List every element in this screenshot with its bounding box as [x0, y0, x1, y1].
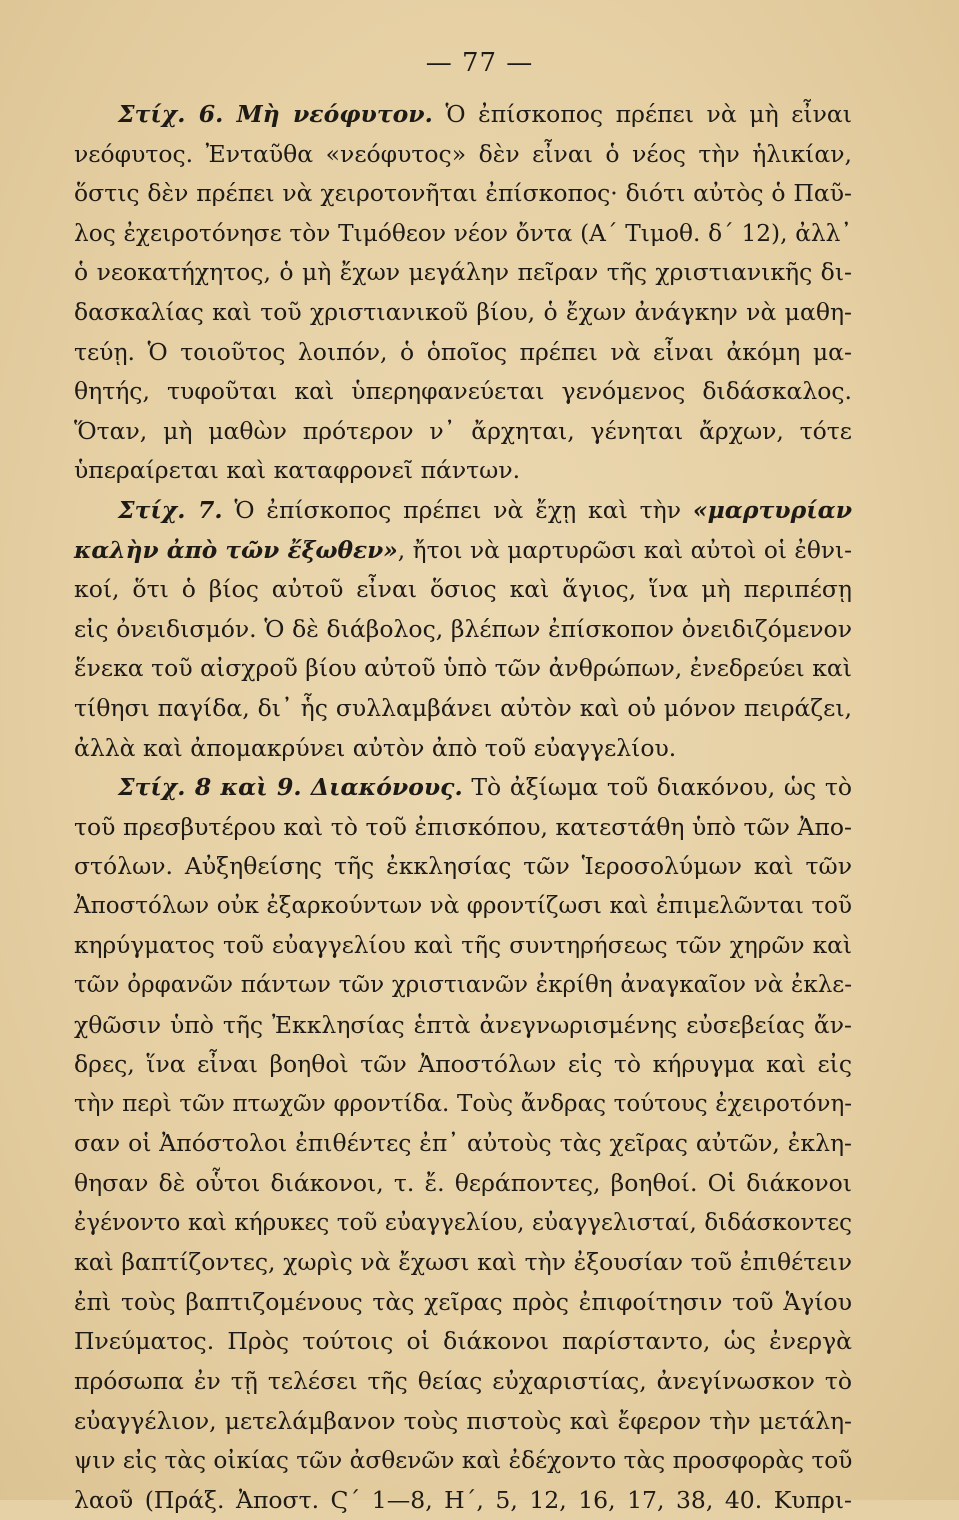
text-line: [74, 808, 852, 848]
text-run: Ἀποστόλων οὐκ ἐξαρκούντων νὰ φροντίζωσι καὶ ἐπιμελῶνται τοῦ: [74, 892, 852, 919]
text-line: [74, 570, 852, 610]
text-line: [74, 1124, 852, 1164]
text-line: [74, 768, 852, 808]
text-run: τοῦ πρεσβυτέρου καὶ τὸ τοῦ ἐπισκόπου, κατεστάθη ὑπὸ τῶν Ἀπο-: [74, 812, 852, 841]
text-line: [74, 729, 852, 769]
verse-heading: «μαρτυρίαν: [692, 495, 852, 524]
text-run: εἰς ὀνειδισμόν. Ὁ δὲ διάβολος, βλέπων ἐπίσκοπον ὀνειδιζόμενον: [74, 614, 852, 643]
text-run: τεύῃ. Ὁ τοιοῦτος λοιπόν, ὁ ὁποῖος πρέπει νὰ εἶναι ἀκόμη μα-: [74, 337, 852, 366]
text-line: [74, 135, 852, 175]
text-line: [74, 610, 852, 650]
text-run: θησαν δὲ οὗτοι διάκονοι, τ. ἔ. θεράποντες, βοηθοί. Οἱ διάκονοι: [74, 1169, 852, 1198]
text-line: [74, 926, 852, 966]
text-run: Ὅταν, μὴ μαθὼν πρότερον ν᾽ ἄρχηται, γένηται ἄρχων, τότε: [74, 416, 852, 445]
text-line: [74, 1362, 852, 1402]
text-line: [74, 966, 852, 1006]
text-line: [74, 1006, 852, 1046]
text-line: [74, 372, 852, 412]
text-run: δρες, ἵνα εἶναι βοηθοὶ τῶν Ἀποστόλων εἰς τὸ κήρυγμα καὶ εἰς: [74, 1050, 852, 1079]
text-run: κοί, ὅτι ὁ βίος αὐτοῦ εἶναι ὅσιος καὶ ἅγιος, ἵνα μὴ περιπέσῃ: [74, 575, 852, 604]
text-line: [74, 1283, 852, 1323]
text-run: Τὸ ἀξίωμα τοῦ διακόνου, ὡς τὸ: [462, 773, 853, 802]
text-line: [74, 1322, 852, 1362]
text-run: στόλων. Αὐξηθείσης τῆς ἐκκλησίας τῶν Ἱεροσολύμων καὶ τῶν: [74, 852, 852, 881]
text-run: εὐαγγέλιον, μετελάμβανον τοὺς πιστοὺς καὶ ἔφερον τὴν μετάλη-: [74, 1406, 852, 1435]
text-run: ἀλλὰ καὶ ἀπομακρύνει αὐτὸν ἀπὸ τοῦ εὐαγγελίου.: [74, 733, 677, 762]
text-run: λαοῦ (Πράξ. Ἀποστ. Ϛ΄ 1—8, Η΄, 5, 12, 16, 17, 38, 40. Κυπρι-: [74, 1485, 852, 1514]
text-run: Ὁ ἐπίσκοπος πρέπει νὰ μὴ εἶναι: [432, 100, 852, 128]
text-line: [74, 847, 852, 887]
text-line: [74, 293, 852, 333]
text-run: ἕνεκα τοῦ αἰσχροῦ βίου αὐτοῦ ὑπὸ τῶν ἀνθρώπων, ἐνεδρεύει καὶ: [74, 654, 852, 683]
text-run: πρόσωπα ἐν τῇ τελέσει τῆς θείας εὐχαριστίας, ἀνεγίνωσκον τὸ: [74, 1367, 852, 1395]
text-run: ὑπεραίρεται καὶ καταφρονεῖ πάντων.: [74, 456, 521, 485]
verse-heading: Στίχ. 8 καὶ 9. Διακόνους.: [118, 773, 463, 802]
text-line: [74, 412, 852, 452]
text-run: κηρύγματος τοῦ εὐαγγελίου καὶ τῆς συντηρήσεως τῶν χηρῶν καὶ: [74, 932, 852, 960]
text-run: Ὁ ἐπίσκοπος πρέπει νὰ ἔχῃ καὶ τὴν: [222, 495, 693, 524]
page-number: — 77 —: [425, 48, 534, 78]
text-run: λος ἐχειροτόνησε τὸν Τιμόθεον νέον ὄντα (Α΄ Τιμοθ. δ΄ 12), ἀλλ᾽: [74, 219, 852, 247]
text-line: [74, 1045, 852, 1085]
text-line: [74, 1481, 852, 1520]
text-run: σαν οἱ Ἀπόστολοι ἐπιθέντες ἐπ᾽ αὐτοὺς τὰς χεῖρας αὐτῶν, ἐκλη-: [74, 1129, 852, 1158]
text-run: νεόφυτος. Ἐνταῦθα «νεόφυτος» δὲν εἶναι ὁ νέος τὴν ἡλικίαν,: [74, 139, 852, 168]
verse-heading: Στίχ. 7.: [118, 495, 223, 524]
text-line: [74, 95, 852, 135]
text-run: ψιν εἰς τὰς οἰκίας τῶν ἀσθενῶν καὶ ἐδέχοντο τὰς προσφορὰς τοῦ: [74, 1447, 853, 1475]
text-run: θητής, τυφοῦται καὶ ὑπερηφανεύεται γενόμενος διδάσκαλος.: [74, 377, 852, 406]
text-run: τὴν περὶ τῶν πτωχῶν φροντίδα. Τοὺς ἄνδρας τούτους ἐχειροτόνη-: [74, 1090, 852, 1117]
text-line: [74, 1402, 852, 1442]
text-line: [74, 214, 852, 254]
text-line: [74, 333, 852, 373]
text-run: καὶ βαπτίζοντες, χωρὶς νὰ ἔχωσι καὶ τὴν ἐξουσίαν τοῦ ἐπιθέτειν: [74, 1248, 852, 1277]
text-line: [74, 531, 852, 571]
body-text: [74, 95, 852, 1520]
text-line: [74, 491, 852, 531]
verse-heading: Στίχ. 6. Μὴ νεόφυτον.: [118, 100, 433, 128]
text-line: [74, 1085, 852, 1125]
verse-heading: καλὴν ἀπὸ τῶν ἔξωθεν»: [74, 536, 398, 564]
text-line: [74, 649, 852, 689]
text-run: , ἤτοι νὰ μαρτυρῶσι καὶ αὐτοὶ οἱ ἐθνι-: [397, 536, 852, 564]
text-run: ἐπὶ τοὺς βαπτιζομένους τὰς χεῖρας πρὸς ἐπιφοίτησιν τοῦ Ἁγίου: [74, 1287, 852, 1316]
text-line: [74, 1164, 852, 1204]
text-line: [74, 253, 852, 293]
text-run: ἐγένοντο καὶ κήρυκες τοῦ εὐαγγελίου, εὐαγγελισταί, διδάσκοντες: [74, 1209, 852, 1236]
text-line: [74, 1204, 852, 1244]
text-line: [74, 174, 852, 214]
text-line: [74, 451, 852, 491]
text-run: Πνεύματος. Πρὸς τούτοις οἱ διάκονοι παρίσταντο, ὡς ἐνεργὰ: [74, 1327, 852, 1356]
text-run: τίθησι παγίδα, δι᾽ ἧς συλλαμβάνει αὐτὸν καὶ οὐ μόνον πειράζει,: [74, 693, 852, 722]
text-line: [74, 887, 852, 927]
text-run: τῶν ὀρφανῶν πάντων τῶν χριστιανῶν ἐκρίθη ἀναγκαῖον νὰ ἐκλε-: [74, 972, 852, 999]
text-line: [74, 1243, 852, 1283]
text-run: δασκαλίας καὶ τοῦ χριστιανικοῦ βίου, ὁ ἔχων ἀνάγκην νὰ μαθη-: [74, 297, 852, 326]
text-line: [74, 1441, 852, 1481]
text-run: χθῶσιν ὑπὸ τῆς Ἐκκλησίας ἑπτὰ ἀνεγνωρισμένης εὐσεβείας ἄν-: [74, 1010, 852, 1039]
text-line: [74, 689, 852, 729]
text-run: ὁ νεοκατήχητος, ὁ μὴ ἔχων μεγάλην πεῖραν τῆς χριστιανικῆς δι-: [74, 258, 852, 287]
text-run: ὅστις δὲν πρέπει νὰ χειροτονῆται ἐπίσκοπος· διότι αὐτὸς ὁ Παῦ-: [74, 179, 852, 208]
